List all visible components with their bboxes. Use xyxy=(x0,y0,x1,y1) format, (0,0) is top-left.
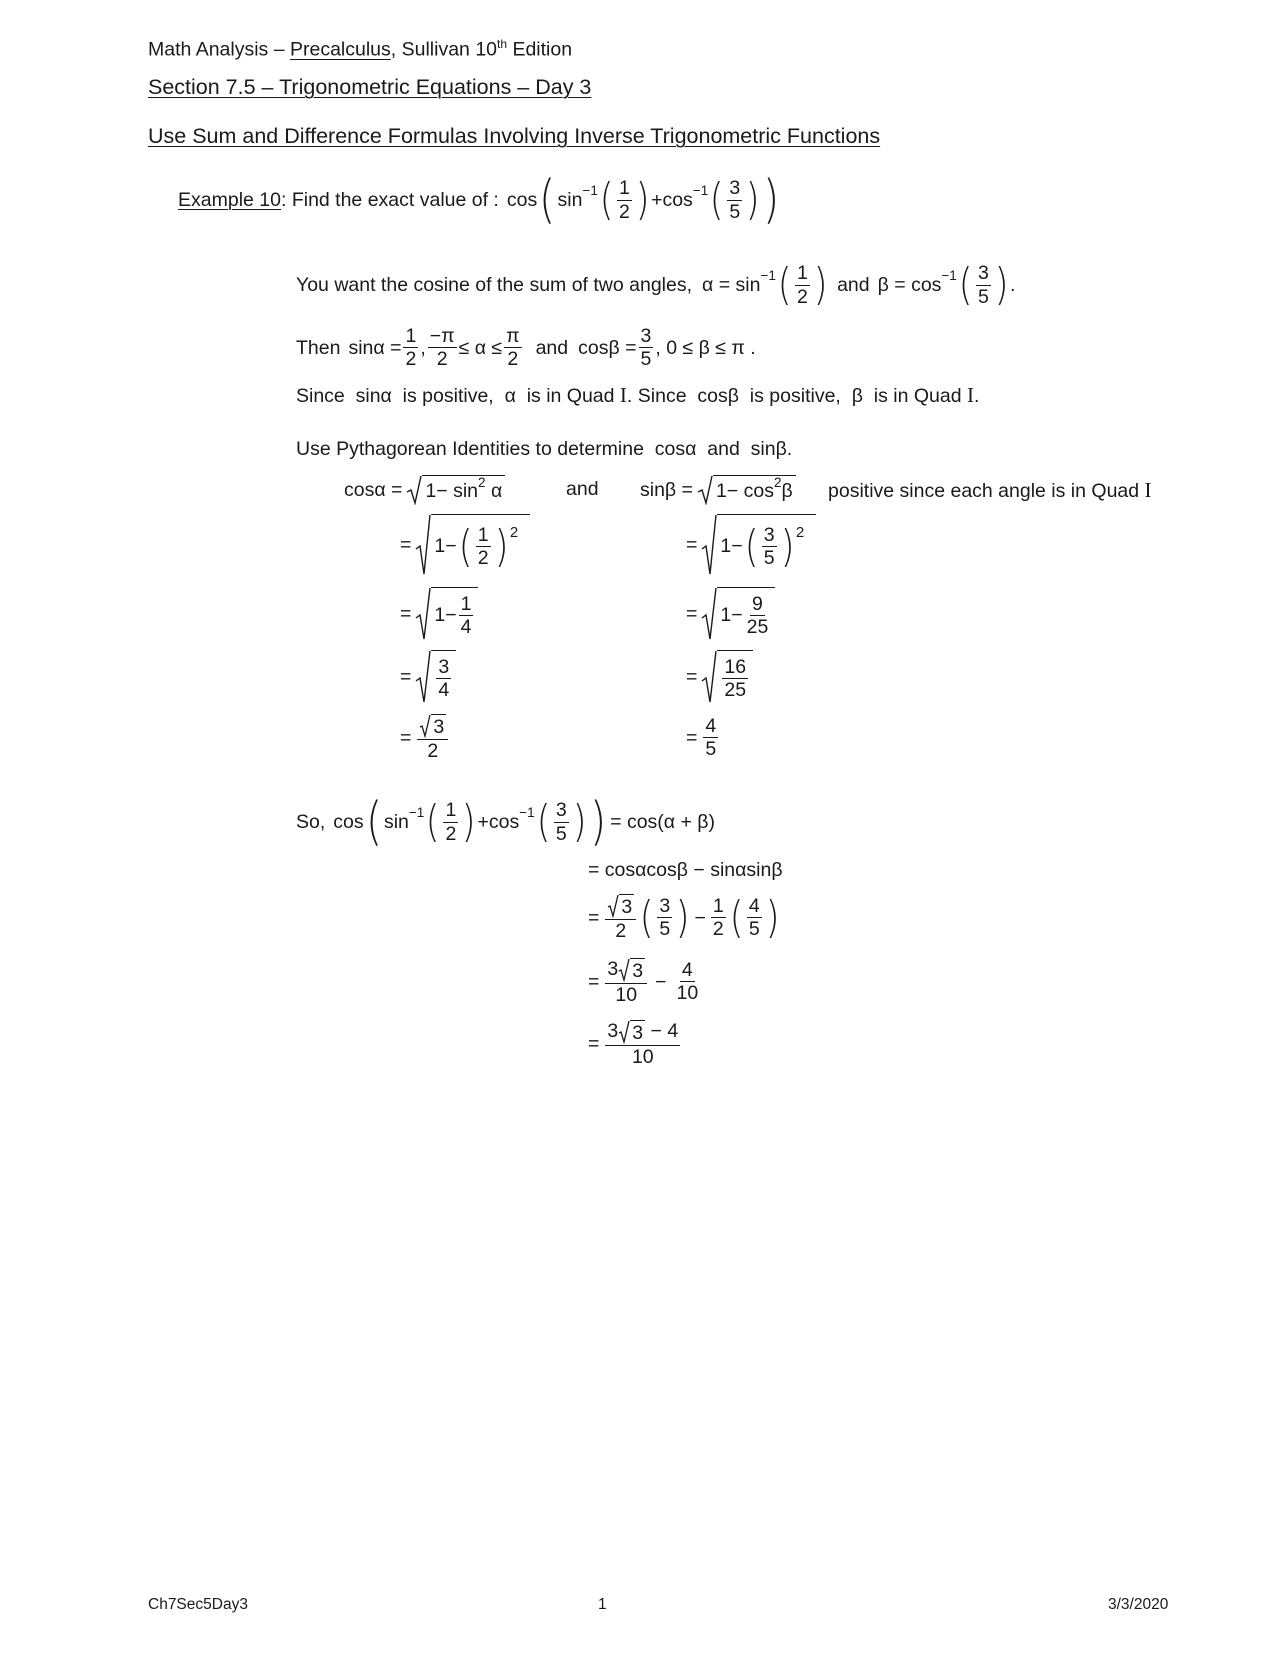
numerator xyxy=(605,1020,680,1046)
cos-alpha-lhs: cosα = xyxy=(344,478,403,501)
inverse-sup: −1 xyxy=(760,268,776,284)
denominator: 2 xyxy=(712,918,724,941)
since-text: is positive, xyxy=(749,385,841,407)
cos-beta: cosβ xyxy=(697,385,739,407)
numerator xyxy=(605,958,647,984)
then-word: Then xyxy=(296,336,341,359)
equals: = xyxy=(686,665,698,688)
radicand xyxy=(717,514,816,576)
final-fraction xyxy=(605,1020,680,1067)
then-line xyxy=(296,326,756,370)
fraction-sqrt3-over-2 xyxy=(605,894,636,941)
quad-numeral: I xyxy=(1144,478,1152,502)
sin-alpha: sinα xyxy=(355,385,392,407)
right-paren: ) xyxy=(745,174,760,225)
equals: = xyxy=(400,726,412,749)
fraction-one-half xyxy=(617,178,632,222)
denominator: 10 xyxy=(615,984,638,1006)
numerator: 9 xyxy=(752,592,763,615)
square-sup: 2 xyxy=(509,523,519,541)
left-paren: ( xyxy=(539,170,556,230)
sqrt xyxy=(701,587,775,641)
equals: = xyxy=(588,906,600,929)
numerator xyxy=(605,894,636,920)
fraction-sqrt3-over-2 xyxy=(417,714,448,761)
denominator: 5 xyxy=(705,738,717,761)
since-line xyxy=(296,383,979,407)
fraction-nine-25ths xyxy=(745,594,771,638)
radicand xyxy=(717,650,753,704)
denominator: 5 xyxy=(978,285,989,308)
since-text: . Since xyxy=(626,385,687,407)
radicand-text: 1− xyxy=(434,535,457,558)
right-paren: ) xyxy=(572,796,587,847)
sin-beta-lhs: sinβ = xyxy=(640,478,693,501)
fraction-16-25ths xyxy=(722,657,748,701)
radicand: 3 xyxy=(621,895,633,918)
equals: = xyxy=(686,533,698,556)
right-paren: ) xyxy=(780,520,795,572)
square-sup: 2 xyxy=(773,474,782,490)
left-paren: ( xyxy=(958,259,973,310)
fraction-one-half xyxy=(443,800,458,844)
radicand xyxy=(431,587,478,641)
cos-beta-eq: cosβ = xyxy=(578,336,637,359)
note-text: positive since each angle is in Quad xyxy=(828,480,1140,502)
example-sin: sin xyxy=(557,188,583,211)
radicand: 3 xyxy=(632,1021,644,1044)
numerator xyxy=(417,714,448,740)
cos: cos xyxy=(333,810,364,833)
fraction-one-half xyxy=(403,326,418,370)
page-number: 1 xyxy=(598,1596,607,1613)
equals: = xyxy=(400,665,412,688)
beta-symbol: β xyxy=(781,480,793,503)
denominator: 5 xyxy=(640,348,652,371)
radicand-text: 1− xyxy=(434,604,457,627)
intro-text: You want the cosine of the sum of two angles, xyxy=(296,273,693,296)
equals: = xyxy=(686,602,698,625)
denominator: 10 xyxy=(676,982,699,1005)
left-paren: ( xyxy=(599,174,614,225)
left-paren: ( xyxy=(777,259,792,310)
and-middle: and xyxy=(566,478,599,500)
sin-alpha-eq: sinα = xyxy=(348,336,402,359)
numerator: −π xyxy=(429,325,455,347)
beta-def: β = cos xyxy=(877,273,942,296)
fraction-one-fourth xyxy=(459,594,474,638)
numerator: 1 xyxy=(712,894,724,917)
beta-range: , 0 ≤ β ≤ π . xyxy=(655,336,756,359)
sqrt xyxy=(415,514,530,576)
cos-alpha-line-3 xyxy=(400,587,478,641)
denominator: 25 xyxy=(746,616,769,638)
radicand: 3 xyxy=(632,959,644,982)
plus-sign: + xyxy=(477,810,489,833)
equals: = xyxy=(686,726,698,749)
denominator: 5 xyxy=(729,200,741,223)
footer-left: Ch7Sec5Day3 xyxy=(148,1596,248,1613)
example-prompt: : Find the exact value of : xyxy=(280,188,499,211)
numerator: 4 xyxy=(748,894,760,917)
left-paren: ( xyxy=(709,174,724,225)
result-eq-5 xyxy=(588,1020,682,1067)
and-word: and xyxy=(837,273,870,296)
fraction-four-fifths xyxy=(703,716,718,760)
result-eq-1: = cos(α + β) xyxy=(610,810,715,833)
cos-alpha: cosα xyxy=(654,438,697,460)
coefficient: 3 xyxy=(607,958,619,981)
fraction-pi-over-2 xyxy=(504,326,521,370)
alpha-symbol: α xyxy=(490,480,503,503)
beta-symbol: β xyxy=(851,385,863,407)
positive-note xyxy=(828,478,1152,502)
result-eq-2: = cosαcosβ − sinαsinβ xyxy=(588,859,783,881)
left-paren: ( xyxy=(744,520,759,572)
sqrt xyxy=(415,587,478,641)
inverse-sup: −1 xyxy=(582,183,598,199)
example-label: Example 10 xyxy=(178,188,281,211)
header-edition-sup: th xyxy=(497,37,508,51)
cos-alpha-line-2 xyxy=(400,514,530,576)
radicand xyxy=(422,475,505,505)
inverse-sup: −1 xyxy=(941,268,957,284)
radicand-text: 1− cos xyxy=(715,480,774,503)
section-title: Section 7.5 – Trigonometric Equations – Day 3 xyxy=(148,75,592,99)
alpha-def: α = sin xyxy=(702,273,761,296)
since-word: Since xyxy=(296,385,345,407)
right-paren: ) xyxy=(763,170,780,230)
numerator: 3 xyxy=(763,523,775,546)
denominator: 2 xyxy=(405,348,417,371)
sin: sin xyxy=(383,810,409,833)
equals: = xyxy=(400,533,412,556)
cos-alpha-line-5 xyxy=(400,714,450,761)
minus-sign: − xyxy=(694,906,706,929)
radicand-text: 1− sin xyxy=(425,480,479,503)
fraction-three-fourths xyxy=(436,657,451,701)
numerator: 3 xyxy=(555,799,567,822)
sin-beta-line-4 xyxy=(686,650,753,704)
sqrt xyxy=(697,475,796,505)
radicand-text: 1− xyxy=(720,535,743,558)
fraction-three-fifths xyxy=(976,263,991,307)
denominator: 5 xyxy=(748,918,760,941)
numerator: π xyxy=(506,325,520,347)
cos-alpha-line-4 xyxy=(400,650,456,704)
numerator: 1 xyxy=(405,325,417,347)
left-paren: ( xyxy=(365,792,382,852)
numerator: 3 xyxy=(978,262,989,285)
numerator: 3 xyxy=(729,177,741,200)
sqrt xyxy=(701,514,816,576)
left-paren: ( xyxy=(425,796,440,847)
sin-beta-line-2 xyxy=(686,514,816,576)
numerator: 3 xyxy=(640,325,652,347)
left-paren: ( xyxy=(458,520,473,572)
comma: , xyxy=(420,336,426,359)
sin-beta: sinβ. xyxy=(750,438,793,460)
denominator: 4 xyxy=(438,679,450,701)
fraction-three-fifths xyxy=(657,896,672,940)
header-edition: Edition xyxy=(507,38,573,61)
fraction-one-half xyxy=(711,896,726,940)
inverse-sup: −1 xyxy=(408,805,425,821)
so-line xyxy=(296,792,715,852)
coefficient: 3 xyxy=(607,1020,619,1043)
numerator: 16 xyxy=(724,655,747,678)
radicand xyxy=(431,650,456,704)
denominator: 2 xyxy=(507,348,519,371)
numerator: 1 xyxy=(477,523,489,546)
period: . xyxy=(1010,273,1016,296)
cos-alpha-line-1 xyxy=(344,475,505,505)
numerator: 1 xyxy=(460,592,472,615)
sqrt xyxy=(607,894,634,918)
quad-numeral: I xyxy=(619,383,627,407)
fraction-neg-pi-over-2 xyxy=(428,326,457,370)
result-eq-3 xyxy=(588,891,781,943)
sqrt xyxy=(419,714,446,738)
denominator: 2 xyxy=(619,200,630,223)
so-word: So, xyxy=(296,810,326,833)
radicand-text: 1− xyxy=(720,604,743,627)
fraction-3sqrt3-over-10 xyxy=(605,958,647,1005)
minus-sign: − xyxy=(655,970,667,993)
numerator: 4 xyxy=(681,958,693,981)
right-paren: ) xyxy=(675,891,690,943)
right-paren: ) xyxy=(765,891,780,943)
left-paren: ( xyxy=(729,891,744,943)
numerator: 4 xyxy=(705,715,717,737)
since-text: is in Quad xyxy=(526,385,615,407)
sin-beta-line-3 xyxy=(686,587,775,641)
right-paren: ) xyxy=(635,174,650,225)
plus-sign: + xyxy=(651,188,663,211)
since-text: is in Quad xyxy=(873,385,962,407)
right-paren: ) xyxy=(589,792,607,852)
and-word: and xyxy=(535,336,569,359)
fraction-three-fifths xyxy=(639,326,654,370)
intro-line xyxy=(296,259,1016,310)
cos: cos xyxy=(488,810,520,833)
sqrt xyxy=(701,650,753,704)
denominator: 10 xyxy=(631,1046,654,1068)
left-paren: ( xyxy=(536,796,551,847)
quad-numeral: I xyxy=(966,383,974,407)
numerator-tail: − 4 xyxy=(645,1020,679,1043)
denominator: 2 xyxy=(436,348,448,371)
denominator: 2 xyxy=(445,822,457,845)
denominator: 4 xyxy=(460,616,472,638)
right-paren: ) xyxy=(462,796,476,847)
result-eq-4 xyxy=(588,958,702,1005)
numerator: 1 xyxy=(797,262,808,285)
equals: = xyxy=(588,970,600,993)
denominator: 2 xyxy=(615,920,627,942)
sqrt xyxy=(618,1020,645,1044)
header-course: Math Analysis – xyxy=(148,38,290,61)
fraction-one-half xyxy=(476,525,491,569)
denominator: 2 xyxy=(427,740,439,762)
denominator: 2 xyxy=(797,285,808,308)
header-line xyxy=(148,38,572,61)
footer-date: 3/3/2020 xyxy=(1108,1596,1169,1613)
alpha-symbol: α xyxy=(504,385,516,407)
sqrt xyxy=(406,475,505,505)
numerator: 1 xyxy=(445,799,457,822)
equals: = xyxy=(400,602,412,625)
left-paren: ( xyxy=(639,891,654,943)
denominator: 2 xyxy=(477,547,489,569)
numerator: 1 xyxy=(619,177,630,200)
since-text: is positive, xyxy=(402,385,494,407)
right-paren: ) xyxy=(494,520,509,572)
header-book: Precalculus xyxy=(289,38,391,61)
and-word: and xyxy=(707,438,740,460)
numerator: 3 xyxy=(438,655,450,678)
header-author: , Sullivan 10 xyxy=(390,38,498,61)
alpha-inequality: ≤ α ≤ xyxy=(458,336,503,359)
topic-title: Use Sum and Difference Formulas Involving Inverse Trigonometric Functions xyxy=(148,124,881,148)
numerator: 3 xyxy=(659,894,671,917)
radicand xyxy=(717,587,775,641)
radicand xyxy=(431,514,530,576)
right-paren: ) xyxy=(813,259,828,310)
radicand xyxy=(713,475,796,505)
fraction-four-fifths xyxy=(747,896,762,940)
denominator: 5 xyxy=(555,822,567,845)
sin-beta-line-1 xyxy=(640,475,796,505)
inverse-sup: −1 xyxy=(519,805,535,821)
period: . xyxy=(973,385,980,407)
fraction-three-fifths xyxy=(762,525,777,569)
example-cos: cos xyxy=(506,188,538,211)
pythagorean-line xyxy=(296,438,792,460)
fraction-4-over-10 xyxy=(675,960,701,1004)
right-paren: ) xyxy=(994,259,1009,310)
example-cos-2: cos xyxy=(662,188,693,211)
denominator: 5 xyxy=(659,918,671,941)
radicand: 3 xyxy=(433,715,445,738)
sqrt xyxy=(415,650,456,704)
denominator: 25 xyxy=(724,679,747,701)
square-sup: 2 xyxy=(478,474,486,490)
inverse-sup: −1 xyxy=(692,183,709,199)
fraction-three-fifths xyxy=(727,178,742,222)
sin-beta-line-5 xyxy=(686,716,720,760)
equals: = xyxy=(588,1032,600,1055)
pyth-text: Use Pythagorean Identities to determine xyxy=(296,438,644,460)
denominator: 5 xyxy=(763,547,775,569)
sqrt xyxy=(618,958,645,982)
fraction-three-fifths xyxy=(554,800,569,844)
square-sup: 2 xyxy=(795,523,805,541)
example-10 xyxy=(178,170,782,230)
fraction-one-half xyxy=(795,263,810,307)
